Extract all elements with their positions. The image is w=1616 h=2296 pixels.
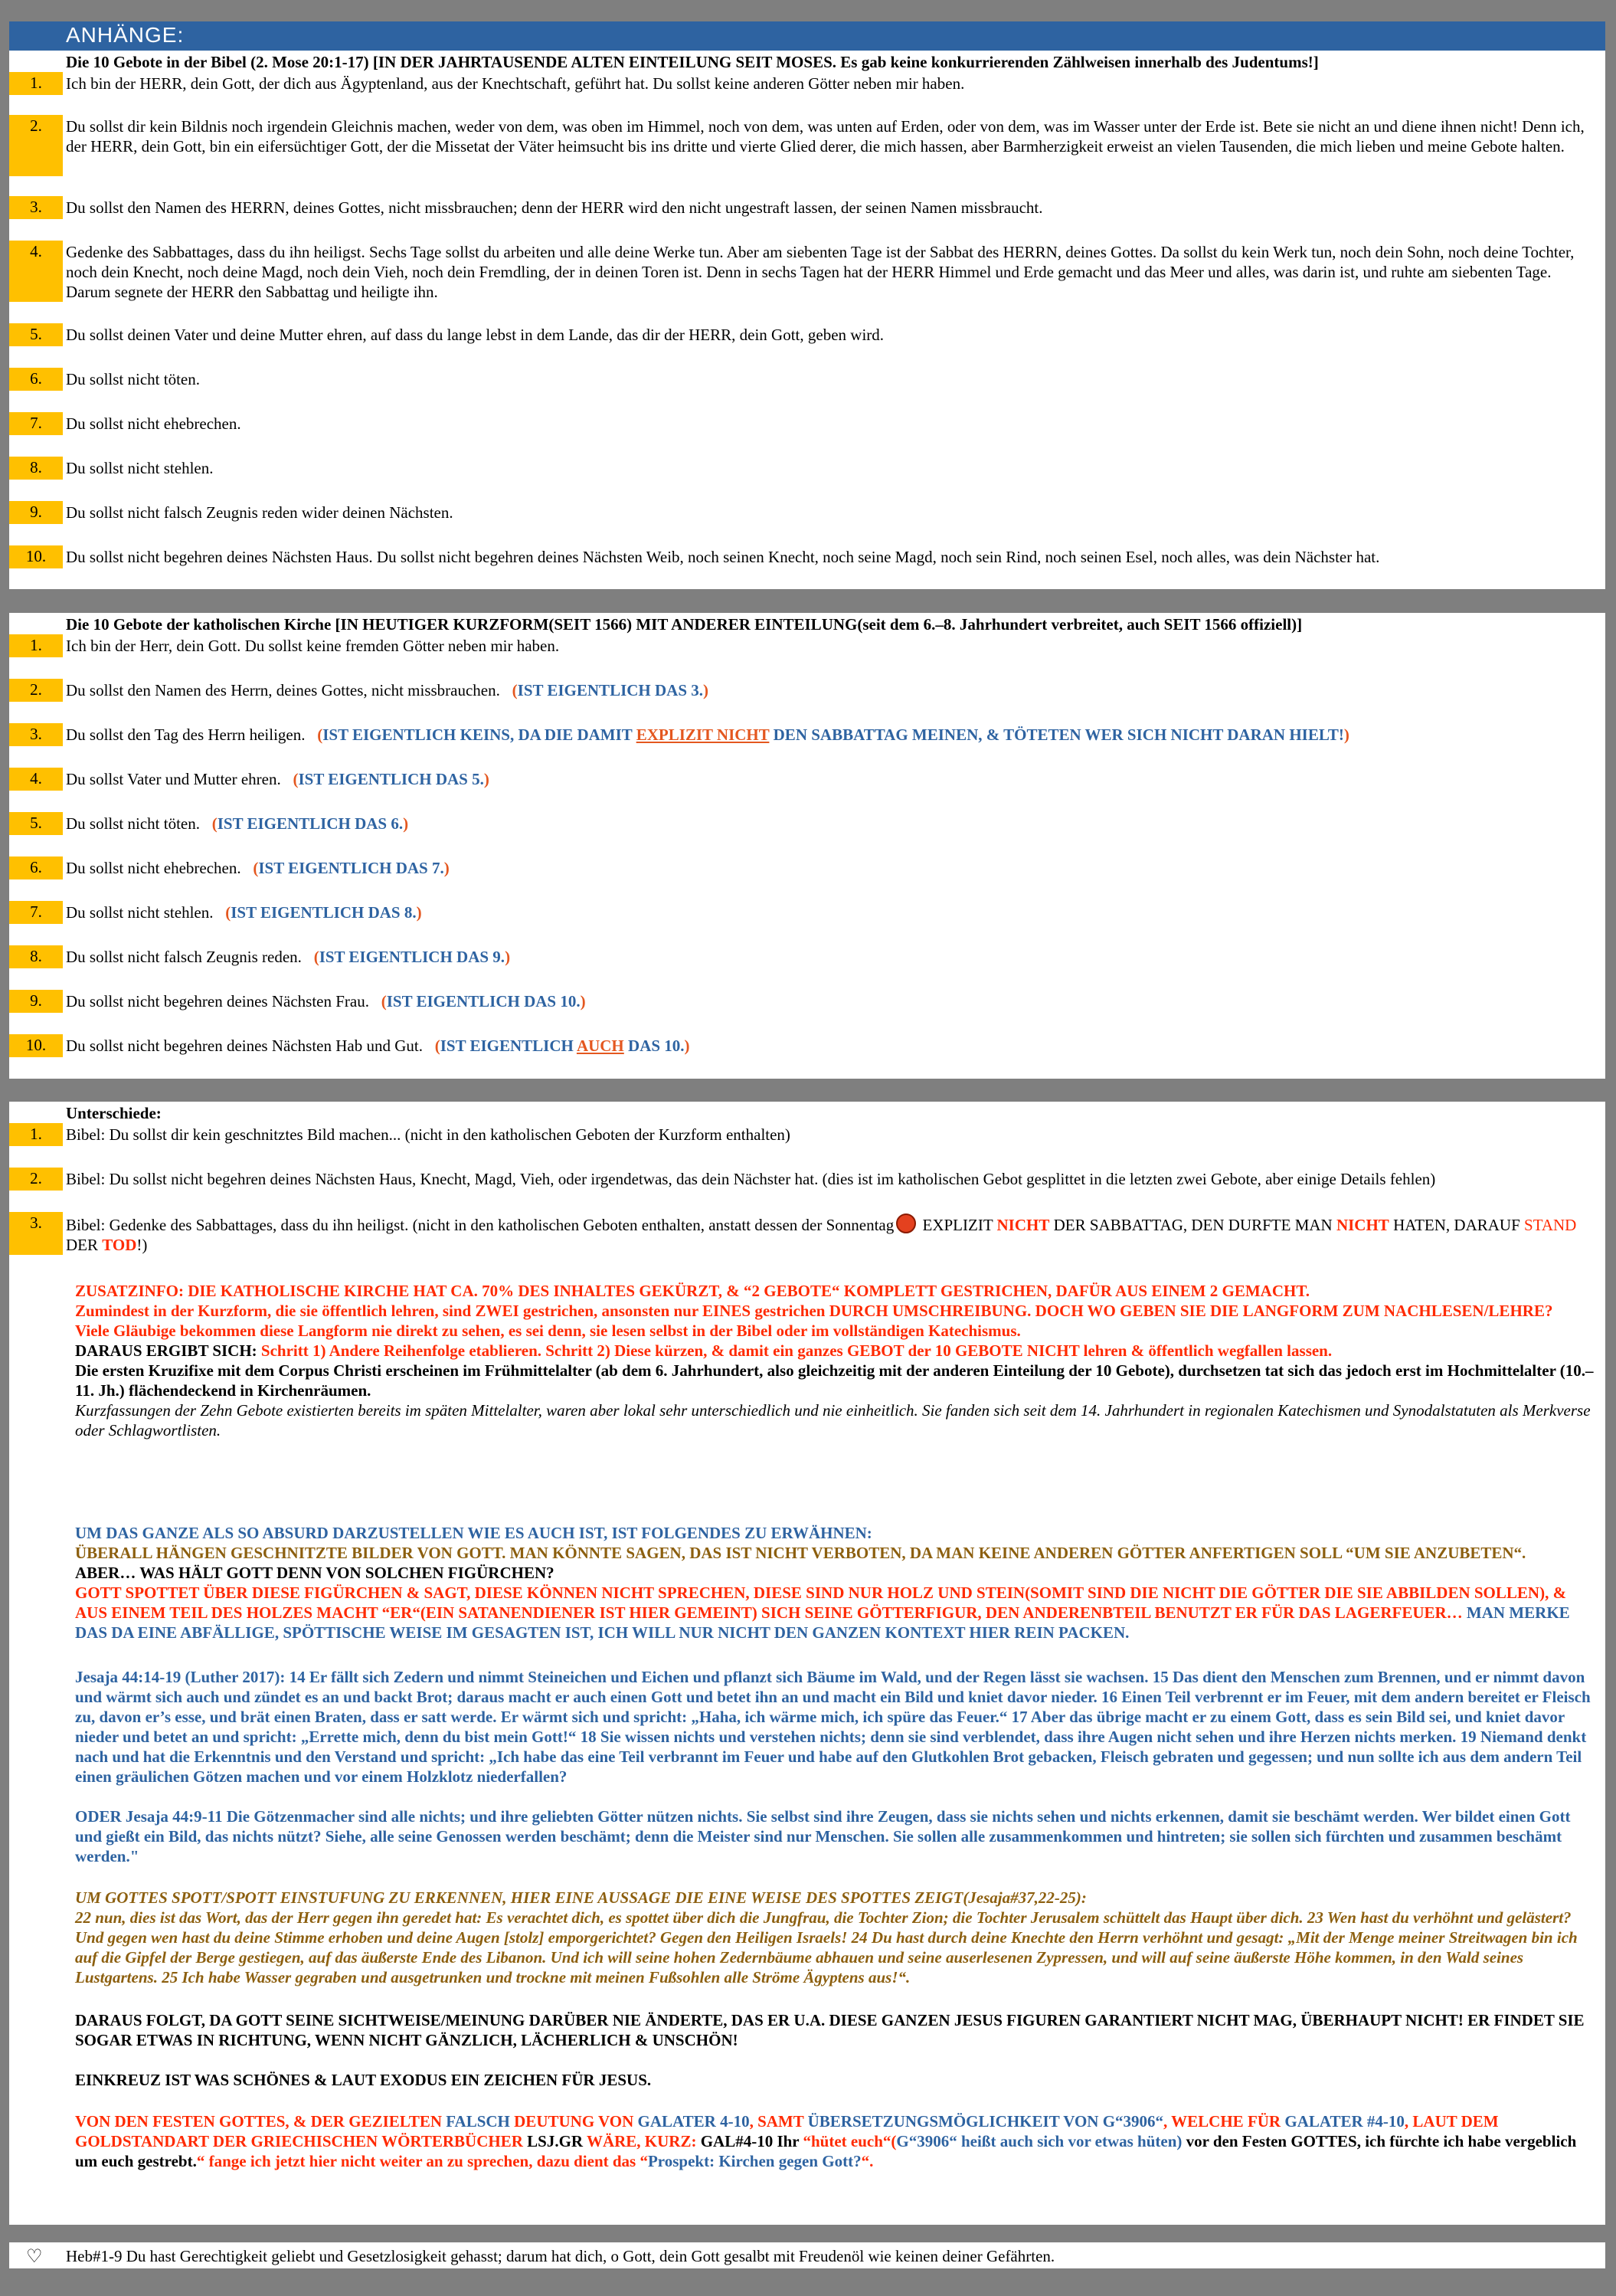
- item-text: Du sollst nicht töten.: [66, 370, 200, 388]
- item-text: Du sollst nicht stehlen. (IST EIGENTLICH DAS 8.): [66, 903, 422, 922]
- item-text: Ich bin der Herr, dein Gott. Du sollst keine fremden Götter neben mir haben.: [66, 637, 560, 655]
- item-number: 9.: [9, 501, 63, 524]
- footer-verse: [9, 2242, 1605, 2268]
- item-number: 3.: [9, 1212, 63, 1255]
- section-bible-commandments: [9, 51, 1605, 589]
- item-text: Bibel: Du sollst dir kein geschnitztes Bild machen... (nicht in den katholischen Geboten der Kurzform enthalten): [66, 1125, 790, 1144]
- zusatzinfo-block: ZUSATZINFO: DIE KATHOLISCHE KIRCHE HAT CA. 70% DES INHALTES GEKÜRZT, & “2 GEBOTE“ KOMPLETT GESTRICHEN, DAFÜR AUS EINEM 2 GEMACHT. Zumindest in der Kurzform, die sie öffentlich lehren, sind ZWEI gestrichen, ansonsten nur EINES gestrichen DURCH UMSCHREIBUNG. DOCH WO GEBEN SIE DIE LANGFORM ZUM NACHLESEN/LEHRE? Viele Gläubige bekommen diese Langform nie direkt zu sehen, es sei denn, sie lesen selbst in der Bibel oder im vollständigen Katechismus. DARAUS ERGIBT SICH: Schritt 1) Andere Reihenfolge etablieren. Schritt 2) Diese kürzen, & damit ein ganzes GEBOT der 10 GEBOTE NICHT lehren & öffentlich wegfallen lassen. Die ersten Kruzifixe mit dem Corpus Christi erscheinen im Frühmittelalter (ab dem 6. Jahrhundert, also gleichzeitig mit der anderen Einteilung der 10 Gebote), durchsetzen tat sich das jedoch erst im Hochmittelalter (10.–11. Jh.) flächendeckend in Kirchenräumen. Kurzfassungen der Zehn Gebote existierten bereits im späten Mittelalter, waren aber lokal sehr unterschiedlich und nie einheitlich. Sie fanden sich seit dem 14. Jahrhundert in regionalen Katechismen und Synodalstatuten als Merkverse oder Schlagwortlisten.: [75, 1282, 1594, 1440]
- item-number: 9.: [9, 990, 63, 1013]
- item-text: Bibel: Gedenke des Sabbattages, dass du ihn heiligst. (nicht in den katholischen Geboten enthalten, anstatt dessen der Sonnentag EXPLIZIT NICHT DER SABBATTAG, DEN DURFTE MAN NICHT HATEN, DARAUF STAND DER TOD!): [66, 1214, 1594, 1255]
- item-text: Bibel: Du sollst nicht begehren deines Nächsten Haus, Knecht, Magd, Vieh, oder irgendetwas, das dein Nächster hat. (dies ist im katholischen Gebot gesplittet in die letzten zwei Gebote, aber einige Details fehlen): [66, 1170, 1436, 1188]
- item-number: 8.: [9, 457, 63, 480]
- item-text: Du sollst nicht falsch Zeugnis reden wider deinen Nächsten.: [66, 503, 453, 522]
- item-text: Du sollst nicht stehlen.: [66, 459, 214, 477]
- item-number: 1.: [9, 72, 63, 95]
- item-text: Du sollst nicht begehren deines Nächsten Hab und Gut. (IST EIGENTLICH AUCH DAS 10.): [66, 1037, 690, 1055]
- footer-text: Heb#1-9 Du hast Gerechtigkeit geliebt und Gesetzlosigkeit gehasst; darum hat dich, o Gott, dein Gott gesalbt mit Freudenöl wie keinen deiner Gefährten.: [66, 2247, 1055, 2265]
- item-text: Du sollst den Tag des Herrn heiligen. (IST EIGENTLICH KEINS, DA DIE DAMIT EXPLIZIT NICHT DEN SABBATTAG MEINEN, & TÖTETEN WER SICH NICHT DARAN HIELT!): [66, 725, 1349, 744]
- section-heading: Die 10 Gebote in der Bibel (2. Mose 20:1-17) [IN DER JAHRTAUSENDE ALTEN EINTEILUNG SEIT MOSES. Es gab keine konkurrierenden Zählweisen innerhalb des Judentums!]: [66, 53, 1319, 71]
- item-text: Du sollst nicht begehren deines Nächsten Haus. Du sollst nicht begehren deines Nächsten Weib, noch seinen Knecht, noch seine Magd, noch sein Rind, noch seinen Esel, noch alles, was dein Nächster hat.: [66, 548, 1380, 566]
- section-heading: Unterschiede:: [66, 1104, 162, 1122]
- item-number: 8.: [9, 945, 63, 968]
- item-number: 3.: [9, 723, 63, 746]
- item-number: 5.: [9, 323, 63, 346]
- festen-block: VON DEN FESTEN GOTTES, & DER GEZIELTEN FALSCH DEUTUNG VON GALATER 4-10, SAMT ÜBERSETZUNGSMÖGLICHKEIT VON G“3906“, WELCHE FÜR GALATER #4-10, LAUT DEM GOLDSTANDART DER GRIECHISCHEN WÖRTERBÜCHER LSJ.GR WÄRE, KURZ: GAL#4-10 Ihr “hütet euch“(G“3906“ heißt auch sich vor etwas hüten) vor den Festen GOTTES, ich fürchte ich habe vergeblich um euch gestrebt.“ fange ich jetzt hier nicht weiter an zu sprechen, dazu dient das “Prospekt: Kirchen gegen Gott?“.: [75, 2112, 1577, 2170]
- item-number: 7.: [9, 901, 63, 924]
- item-number: 2.: [9, 679, 63, 702]
- item-number: 3.: [9, 196, 63, 219]
- einkreuz: EINKREUZ IST WAS SCHÖNES & LAUT EXODUS EIN ZEICHEN FÜR JESUS.: [75, 2071, 652, 2089]
- item-number: 1.: [9, 1123, 63, 1146]
- item-text: Du sollst den Namen des Herrn, deines Gottes, nicht missbrauchen. (IST EIGENTLICH DAS 3.): [66, 681, 709, 699]
- item-text: Du sollst den Namen des HERRN, deines Gottes, nicht missbrauchen; denn der HERR wird den nicht ungestraft lassen, der seinen Namen missbraucht.: [66, 198, 1043, 217]
- daraus-folgt: DARAUS FOLGT, DA GOTT SEINE SICHTWEISE/MEINUNG DARÜBER NIE ÄNDERTE, DAS ER U.A. DIESE GANZEN JESUS FIGUREN GARANTIERT NICHT MAG, ÜBERHAUPT NICHT! ER FINDET SIE SOGAR ETWAS IN RICHTUNG, WENN NICHT GÄNZLICH, LÄCHERLICH & UNSCHÖN!: [75, 2011, 1585, 2049]
- item-text: Du sollst nicht falsch Zeugnis reden. (IST EIGENTLICH DAS 9.): [66, 948, 511, 966]
- spott-block: UM GOTTES SPOTT/SPOTT EINSTUFUNG ZU ERKENNEN, HIER EINE AUSSAGE DIE EINE WEISE DES SPOTTES ZEIGT(Jesaja#37,22-25): 22 nun, dies ist das Wort, das der Herr gegen ihn geredet hat: Es verachtet dich, es spottet über dich die Jungfrau, die Tochter Zion; die Tochter Jerusalem schüttelt das Haupt über dich. 23 Wen hast du verhöhnt und gelästert? Und gegen wen hast du deine Stimme erhoben und deine Augen [stolz] emporgerichtet? Gegen den Heiligen Israels! 24 Du hast durch deine Knechte den Herrn verhöhnt und gesagt: „Mit der Menge meiner Streitwagen bin ich auf die Gipfel der Berge gestiegen, auf das äußerste Ende des Libanon. Und ich will seine hohen Zedernbäume abhauen und seine auserlesenen Zypressen, und will auf seine äußerste Höhe kommen, in den Wald seines Lustgartens. 25 Ich habe Wasser gegraben und ausgetrunken und trockne mit meinen Fußsohlen alle Ströme Ägyptens aus!“.: [75, 1888, 1578, 1986]
- absurd-block: UM DAS GANZE ALS SO ABSURD DARZUSTELLEN WIE ES AUCH IST, IST FOLGENDES ZU ERWÄHNEN: ÜBERALL HÄNGEN GESCHNITZTE BILDER VON GOTT. MAN KÖNNTE SAGEN, DAS IST NICHT VERBOTEN, DA MAN KEINE ANDEREN GÖTTER ANFERTIGEN SOLL “UM SIE ANZUBETEN“. ABER… WAS HÄLT GOTT DENN VON SOLCHEN FIGÜRCHEN? GOTT SPOTTET ÜBER DIESE FIGÜRCHEN & SAGT, DIESE KÖNNEN NICHT SPRECHEN, DIESE SIND NUR HOLZ UND STEIN(SOMIT SIND DIE NICHT DIE GÖTTER DIE SIE ABBILDEN SOLLEN), & AUS EINEM TEIL DES HOLZES MACHT “ER“(EIN SATANENDIENER IST HIER GEMEINT) SICH SEINE GÖTTERFIGUR, DEN ANDERENBTEIL BENUTZT ER FÜR DAS LAGERFEUER… MAN MERKE DAS DA EINE ABFÄLLIGE, SPÖTTISCHE WEISE IM GESAGTEN IST, ICH WILL NUR NICHT DEN GANZEN KONTEXT HIER REIN PACKEN.: [75, 1524, 1570, 1642]
- correction-note: IST EIGENTLICH DAS 3.: [517, 681, 704, 699]
- jesaja-quote-2: ODER Jesaja 44:9-11 Die Götzenmacher sind alle nichts; und ihre geliebten Götter nützen nichts. Sie selbst sind ihre Zeugen, dass sie nichts sehen und nichts erkennen, damit sie beschämt werden. Wer bildet einen Gott und gießt ein Bild, das nichts nützt? Siehe, alle seine Genossen werden beschämt; denn die Meister sind nur Menschen. Sie sollen alle zusammenkommen und hintreten; sie sollen sich fürchten und zusammen beschämt werden.": [75, 1807, 1571, 1865]
- section-catholic-commandments: [9, 613, 1605, 1079]
- item-text: Gedenke des Sabbattages, dass du ihn heiligst. Sechs Tage sollst du arbeiten und alle deine Werke tun. Aber am siebenten Tage ist der Sabbat des HERRN, deines Gottes. Da sollst du kein Werk tun, noch dein Sohn, noch deine Tochter, noch dein Knecht, noch deine Magd, noch dein Vieh, noch dein Fremdling, der in deinen Toren ist. Denn in sechs Tagen hat der HERR Himmel und Erde gemacht und das Meer und alles, was darin ist, und ruhte am siebenten Tage. Darum segnete der HERR den Sabbattag und heiligte ihn.: [66, 243, 1575, 301]
- item-text: Ich bin der HERR, dein Gott, der dich aus Ägyptenland, aus der Knechtschaft, geführt hat. Du sollst keine anderen Götter neben mir haben.: [66, 74, 965, 93]
- item-text: Du sollst Vater und Mutter ehren. (IST EIGENTLICH DAS 5.): [66, 770, 489, 788]
- item-number: 10.: [9, 1034, 63, 1057]
- jesaja-quote-1: Jesaja 44:14-19 (Luther 2017): 14 Er fällt sich Zedern und nimmt Steineichen und Eichen und pflanzt sich Bäume im Wald, und der Regen lässt sie wachsen. 15 Das dient den Menschen zum Brennen, und er nimmt davon und wärmt sich auch und zündet es an und backt Brot; daraus macht er auch einen Gott und betet ihn an und macht ein Bild und kniet davor nieder. 16 Einen Teil verbrennt er im Feuer, mit dem andern bereitet er Fleisch zu, davon er’s esse, und brät einen Braten, dass er satt werde. Er wärmt sich und spricht: „Haha, ich wärme mich, ich spüre das Feuer.“ 17 Aber das übrige macht er zu einem Gott, dass es sein Bild sei, und kniet davor nieder und betet an und spricht: „Errette mich, denn du bist mein Gott!“ 18 Sie wissen nichts und verstehen nichts; denn sie sind verblendet, dass ihre Augen nicht sehen und ihre Herzen nichts merken. 19 Niemand denkt nach und hat die Erkenntnis und den Verstand und spricht: „Ich habe das eine Teil verbrannt im Feuer und habe auf den Glutkohlen Brot gebacken, Fleisch gebraten und gegessen; und nun sollte ich aus dem andern Teil einen gräulichen Götzen machen und vor einem Holzklotz niederfallen?: [75, 1668, 1591, 1786]
- item-text: Du sollst nicht ehebrechen.: [66, 414, 241, 433]
- item-text: Du sollst nicht ehebrechen. (IST EIGENTLICH DAS 7.): [66, 859, 450, 877]
- item-text: Du sollst nicht töten. (IST EIGENTLICH DAS 6.): [66, 814, 409, 833]
- section-heading: Die 10 Gebote der katholischen Kirche [IN HEUTIGER KURZFORM(SEIT 1566) MIT ANDERER EINTEILUNG(seit dem 6.–8. Jahrhundert verbreitet, auch SEIT 1566 offiziell)]: [66, 615, 1303, 634]
- item-number: 6.: [9, 368, 63, 391]
- item-number: 4.: [9, 768, 63, 791]
- item-text: Du sollst nicht begehren deines Nächsten Frau. (IST EIGENTLICH DAS 10.): [66, 992, 586, 1010]
- item-text: Du sollst deinen Vater und deine Mutter ehren, auf dass du lange lebst in dem Lande, das dir der HERR, dein Gott, geben wird.: [66, 326, 885, 344]
- header-bar: [9, 21, 1605, 51]
- item-number: 2.: [9, 1168, 63, 1191]
- heart-icon: ♡: [26, 2247, 43, 2267]
- item-number: 5.: [9, 812, 63, 835]
- item-number: 2.: [9, 115, 63, 176]
- item-text: Du sollst dir kein Bildnis noch irgendein Gleichnis machen, weder von dem, was oben im Himmel, noch von dem, was unten auf Erden, oder von dem, was im Wasser unter der Erde ist. Bete sie nicht an und diene ihnen nicht! Denn ich, der HERR, dein Gott, bin ein eifersüchtiger Gott, der die Missetat der Väter heimsucht bis ins dritte und vierte Glied derer, die mich hassen, aber Barmherzigkeit erweist an vielen Tausenden, die mich lieben und meine Gebote halten.: [66, 117, 1585, 156]
- item-number: 7.: [9, 412, 63, 435]
- item-number: 1.: [9, 634, 63, 657]
- item-number: 10.: [9, 545, 63, 568]
- item-number: 4.: [9, 241, 63, 302]
- red-dot-icon: [896, 1214, 916, 1233]
- section-differences: [9, 1102, 1605, 2225]
- item-number: 6.: [9, 856, 63, 879]
- page-title: ANHÄNGE:: [66, 23, 185, 47]
